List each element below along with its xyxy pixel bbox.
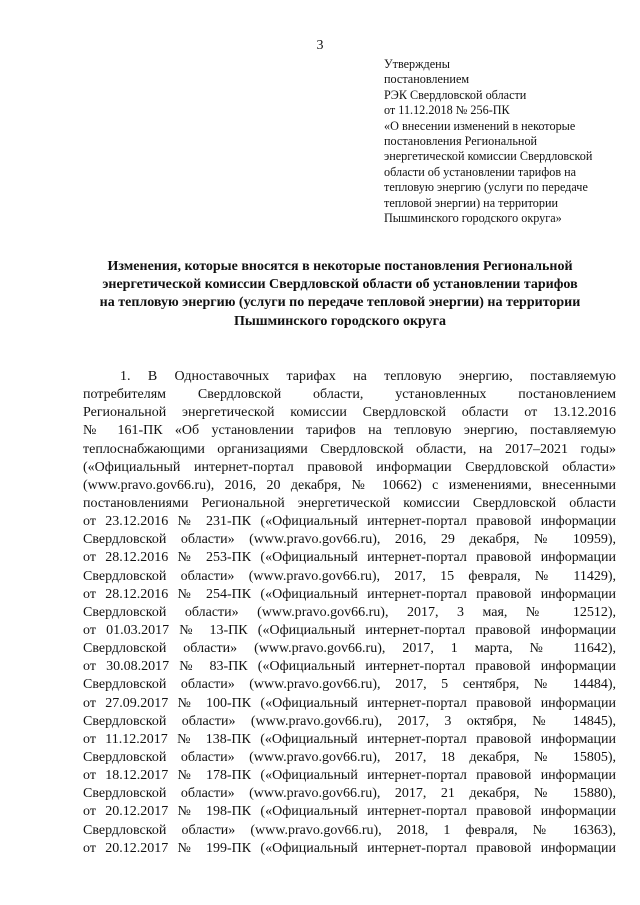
approval-line: «О внесении изменений в некоторые xyxy=(384,118,576,133)
body-line: Региональной энергетической комиссии Свердловской области от 13.12.2016 xyxy=(83,405,616,421)
approval-line: энергетической комиссии Свердловской xyxy=(384,149,593,164)
approval-line: тепловую энергию (услуги по передаче xyxy=(384,180,588,195)
approval-line: Утверждены xyxy=(384,57,450,71)
body-line: от 28.12.2016 № 253-ПК («Официальный интернет-портал правовой информации xyxy=(83,550,616,566)
body-line: Свердловской области» (www.pravo.gov66.ru), 2017, 1 марта, № 11642), xyxy=(83,641,616,657)
body-line: (www.pravo.gov66.ru), 2016, 20 декабря, № 10662) с изменениями, внесенными xyxy=(83,477,616,493)
title-line: энергетической комиссии Свердловской области об установлении тарифов xyxy=(102,277,578,293)
body-line: от 27.09.2017 № 100-ПК («Официальный интернет-портал правовой информации xyxy=(83,695,616,711)
approval-line: РЭК Свердловской области xyxy=(384,87,527,102)
body-line: Свердловской области» (www.pravo.gov66.ru), 2017, 18 декабря, № 15805), xyxy=(83,749,616,765)
body-line: Свердловской области» (www.pravo.gov66.ru), 2016, 29 декабря, № 10959), xyxy=(83,532,616,548)
approval-line: тепловой энергии) на территории xyxy=(384,195,558,210)
body-line: Свердловской области» (www.pravo.gov66.ru), 2017, 15 февраля, № 11429), xyxy=(83,568,616,584)
body-line: от 18.12.2017 № 178-ПК («Официальный интернет-портал правовой информации xyxy=(83,768,616,784)
body-line: теплоснабжающими организациями Свердловской области, на 2017–2021 годы» xyxy=(83,441,616,457)
body-line: от 20.12.2017 № 199-ПК («Официальный интернет-портал правовой информации xyxy=(83,840,616,856)
body-line: от 11.12.2017 № 138-ПК («Официальный интернет-портал правовой информации xyxy=(83,731,616,747)
document-title xyxy=(60,258,620,331)
body-line: от 01.03.2017 № 13-ПК («Официальный интернет-портал правовой информации xyxy=(83,622,616,638)
body-line: Свердловской области» (www.pravo.gov66.ru), 2018, 1 февраля, № 16363), xyxy=(83,822,616,838)
body-line: постановлениями Региональной энергетической комиссии Свердловской области xyxy=(83,495,616,511)
title-line: Пышминского городского округа xyxy=(233,313,447,329)
approval-line: области об установлении тарифов на xyxy=(384,164,577,179)
approval-line: постановления Региональной xyxy=(384,134,538,149)
approval-line: от 11.12.2018 № 256-ПК xyxy=(384,103,510,118)
body-line: от 23.12.2016 № 231-ПК («Официальный интернет-портал правовой информации xyxy=(83,514,616,530)
body-line: потребителям Свердловской области, установленных постановлением xyxy=(83,387,616,403)
body-line: 1. В Одноставочных тарифах на тепловую энергию, поставляемую xyxy=(120,369,616,384)
body-line: Свердловской области» (www.pravo.gov66.ru), 2017, 21 декабря, № 15880), xyxy=(83,786,616,802)
body-paragraph xyxy=(83,368,616,858)
approval-block xyxy=(384,57,634,226)
body-line: Свердловской области» (www.pravo.gov66.ru), 2017, 5 сентября, № 14484), xyxy=(83,677,616,693)
body-line: Свердловской области» (www.pravo.gov66.ru), 2017, 3 октября, № 14845), xyxy=(83,713,616,729)
body-line: № 161-ПК «Об установлении тарифов на тепловую энергию, поставляемую xyxy=(83,423,616,439)
title-line: Изменения, которые вносятся в некоторые постановления Региональной xyxy=(107,259,573,274)
body-line: от 28.12.2016 № 254-ПК («Официальный интернет-портал правовой информации xyxy=(83,586,616,602)
approval-line: Пышминского городского округа» xyxy=(384,211,562,226)
body-line: от 20.12.2017 № 198-ПК («Официальный интернет-портал правовой информации xyxy=(83,804,616,820)
body-line: Свердловской области» (www.pravo.gov66.ru), 2017, 3 мая, № 12512), xyxy=(83,604,616,620)
title-line: на тепловую энергию (услуги по передаче тепловой энергии) на территории xyxy=(99,295,581,311)
body-line: от 30.08.2017 № 83-ПК («Официальный интернет-портал правовой информации xyxy=(83,659,616,675)
body-line: («Официальный интернет-портал правовой информации Свердловской области» xyxy=(83,459,616,475)
page-number: 3 xyxy=(316,38,324,53)
approval-line: постановлением xyxy=(384,72,470,87)
